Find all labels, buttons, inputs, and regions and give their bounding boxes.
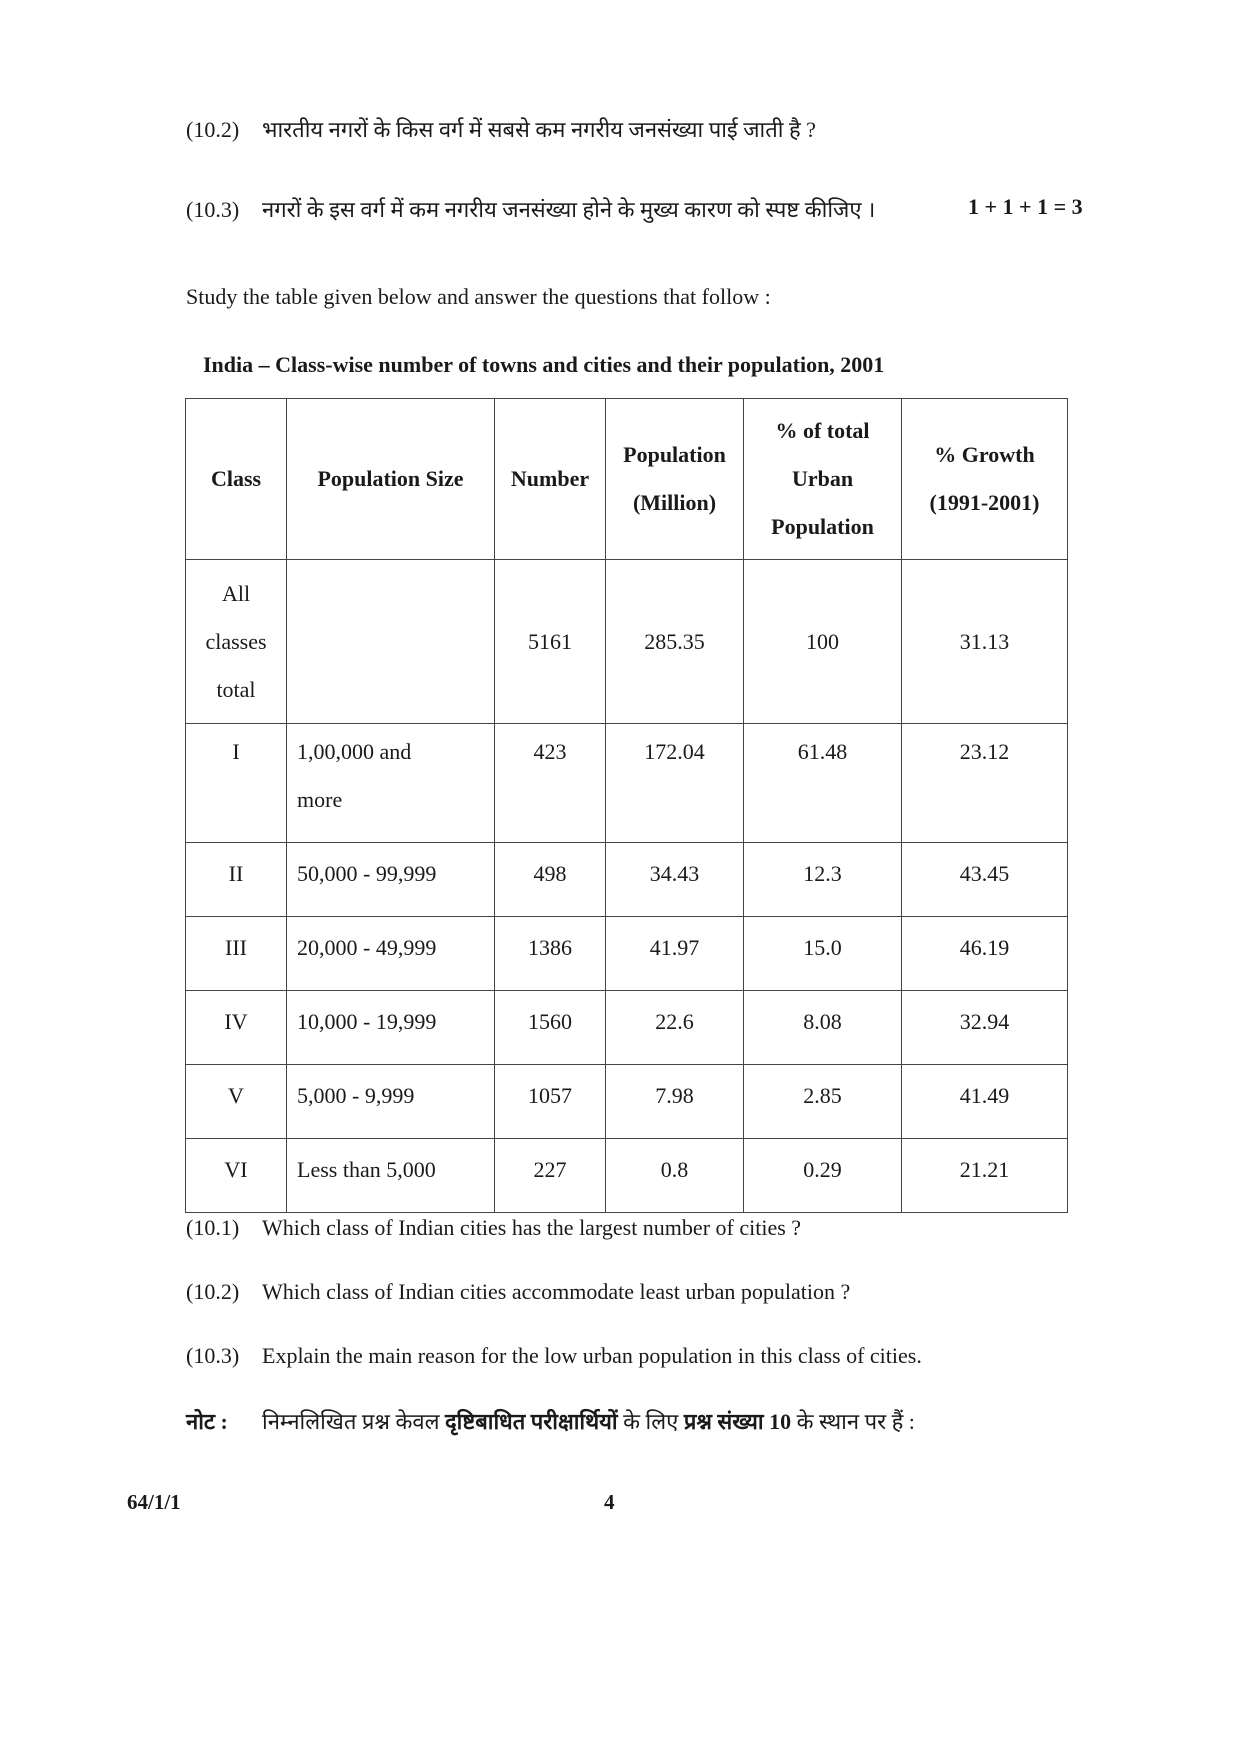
marks-allocation: 1 + 1 + 1 = 3 xyxy=(968,194,1083,219)
cell-pct: 0.29 xyxy=(744,1139,902,1213)
cell-size: 20,000 - 49,999 xyxy=(287,917,495,991)
cell-number: 227 xyxy=(495,1139,606,1213)
cell-number: 1057 xyxy=(495,1065,606,1139)
cell-number: 423 xyxy=(495,724,606,843)
note-line xyxy=(186,1406,915,1436)
cell-growth: 41.49 xyxy=(902,1065,1068,1139)
cell-size: 1,00,000 and more xyxy=(287,724,495,843)
table-row-total xyxy=(186,560,1068,724)
cell-growth: 31.13 xyxy=(902,560,1068,724)
cell-number: 1560 xyxy=(495,991,606,1065)
cell-pct: 100 xyxy=(744,560,902,724)
note-text-1: निम्नलिखित प्रश्न केवल xyxy=(262,1409,440,1434)
question-text: Which class of Indian cities has the largest number of cities ? xyxy=(262,1215,802,1240)
cell-size xyxy=(287,560,495,724)
table-row xyxy=(186,1065,1068,1139)
question-text: Explain the main reason for the low urban population in this class of cities. xyxy=(262,1343,922,1368)
cell-number: 1386 xyxy=(495,917,606,991)
question-number: (10.3) xyxy=(186,1343,240,1368)
cell-class: III xyxy=(186,917,287,991)
instruction-text: Study the table given below and answer the questions that follow : xyxy=(186,284,771,309)
note-bold-1: दृष्टिबाधित परीक्षार्थियों xyxy=(445,1409,618,1434)
cell-size: Less than 5,000 xyxy=(287,1139,495,1213)
question-text: भारतीय नगरों के किस वर्ग में सबसे कम नगरीय जनसंख्या पाई जाती है ? xyxy=(262,117,816,142)
cell-pct: 2.85 xyxy=(744,1065,902,1139)
question-10-3-hindi xyxy=(186,194,875,224)
urban-population-table xyxy=(185,398,1068,1213)
header-growth: % Growth (1991-2001) xyxy=(902,399,1068,560)
header-population-million: Population (Million) xyxy=(606,399,744,560)
cell-growth: 46.19 xyxy=(902,917,1068,991)
table-row xyxy=(186,724,1068,843)
cell-class: II xyxy=(186,843,287,917)
question-10-2 xyxy=(186,1279,850,1305)
question-number: (10.1) xyxy=(186,1215,240,1240)
cell-population: 22.6 xyxy=(606,991,744,1065)
cell-pct: 12.3 xyxy=(744,843,902,917)
cell-pct: 15.0 xyxy=(744,917,902,991)
cell-size: 10,000 - 19,999 xyxy=(287,991,495,1065)
table-row xyxy=(186,1139,1068,1213)
cell-class: I xyxy=(186,724,287,843)
note-text-2: के लिए xyxy=(623,1409,679,1434)
question-text: नगरों के इस वर्ग में कम नगरीय जनसंख्या होने के मुख्य कारण को स्पष्ट कीजिए । xyxy=(262,197,876,222)
cell-size: 5,000 - 9,999 xyxy=(287,1065,495,1139)
cell-pct: 8.08 xyxy=(744,991,902,1065)
cell-size: 50,000 - 99,999 xyxy=(287,843,495,917)
header-class: Class xyxy=(186,399,287,560)
cell-pct: 61.48 xyxy=(744,724,902,843)
question-10-3 xyxy=(186,1343,922,1369)
cell-growth: 32.94 xyxy=(902,991,1068,1065)
table-header-row xyxy=(186,399,1068,560)
table-row xyxy=(186,917,1068,991)
cell-growth: 21.21 xyxy=(902,1139,1068,1213)
question-10-1 xyxy=(186,1215,801,1241)
note-label: नोट : xyxy=(186,1409,228,1434)
table-row xyxy=(186,991,1068,1065)
cell-class: All classes total xyxy=(186,560,287,724)
cell-class: VI xyxy=(186,1139,287,1213)
cell-population: 7.98 xyxy=(606,1065,744,1139)
question-number: (10.2) xyxy=(186,117,240,142)
page-number: 4 xyxy=(604,1490,615,1514)
question-10-2-hindi xyxy=(186,114,816,144)
cell-population: 0.8 xyxy=(606,1139,744,1213)
question-number: (10.2) xyxy=(186,1279,240,1304)
note-bold-2: प्रश्न संख्या 10 xyxy=(683,1409,792,1434)
question-number: (10.3) xyxy=(186,197,240,222)
cell-population: 41.97 xyxy=(606,917,744,991)
cell-growth: 43.45 xyxy=(902,843,1068,917)
cell-class: V xyxy=(186,1065,287,1139)
cell-growth: 23.12 xyxy=(902,724,1068,843)
paper-code: 64/1/1 xyxy=(127,1490,181,1514)
cell-class: IV xyxy=(186,991,287,1065)
header-number: Number xyxy=(495,399,606,560)
question-text: Which class of Indian cities accommodate least urban population ? xyxy=(262,1279,851,1304)
cell-population: 285.35 xyxy=(606,560,744,724)
cell-number: 498 xyxy=(495,843,606,917)
cell-population: 34.43 xyxy=(606,843,744,917)
header-pct-urban: % of total Urban Population xyxy=(744,399,902,560)
cell-number: 5161 xyxy=(495,560,606,724)
table-row xyxy=(186,843,1068,917)
table-caption: India – Class-wise number of towns and cities and their population, 2001 xyxy=(203,352,885,377)
header-population-size: Population Size xyxy=(287,399,495,560)
note-text-3: के स्थान पर हैं : xyxy=(796,1409,915,1434)
cell-population: 172.04 xyxy=(606,724,744,843)
